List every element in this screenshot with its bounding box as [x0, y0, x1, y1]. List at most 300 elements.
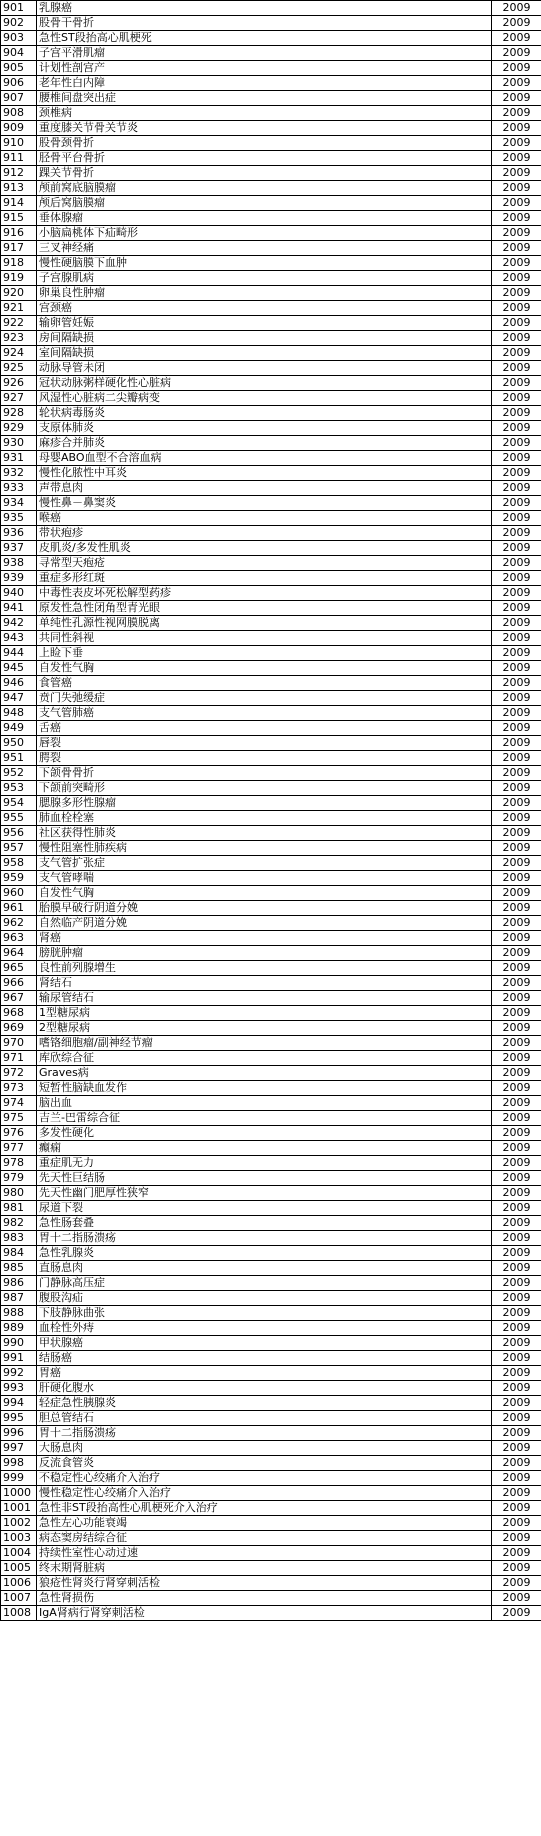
table-row [1, 316, 541, 331]
table-row [1, 931, 541, 946]
row-number-cell: 1007 [1, 1591, 37, 1606]
disease-name-cell: 急性左心功能衰竭 [37, 1516, 492, 1531]
row-number-cell: 1005 [1, 1561, 37, 1576]
table-row [1, 1276, 541, 1291]
year-cell: 2009 [492, 391, 541, 406]
year-cell: 2009 [492, 451, 541, 466]
table-row [1, 391, 541, 406]
year-cell: 2009 [492, 796, 541, 811]
row-number-cell: 995 [1, 1411, 37, 1426]
table-row [1, 841, 541, 856]
disease-name-cell: 慢性化脓性中耳炎 [37, 466, 492, 481]
disease-name-cell: 食管癌 [37, 676, 492, 691]
disease-name-cell: 胃十二指肠溃疡 [37, 1426, 492, 1441]
year-cell: 2009 [492, 586, 541, 601]
table-row [1, 331, 541, 346]
disease-name-cell: 宫颈癌 [37, 301, 492, 316]
row-number-cell: 975 [1, 1111, 37, 1126]
row-number-cell: 930 [1, 436, 37, 451]
row-number-cell: 963 [1, 931, 37, 946]
disease-name-cell: 动脉导管未闭 [37, 361, 492, 376]
year-cell: 2009 [492, 1486, 541, 1501]
row-number-cell: 950 [1, 736, 37, 751]
table-row [1, 31, 541, 46]
table-row [1, 616, 541, 631]
disease-name-cell: 1型糖尿病 [37, 1006, 492, 1021]
row-number-cell: 923 [1, 331, 37, 346]
table-row [1, 271, 541, 286]
table-row [1, 1381, 541, 1396]
row-number-cell: 945 [1, 661, 37, 676]
disease-name-cell: 胃十二指肠溃疡 [37, 1231, 492, 1246]
table-row [1, 151, 541, 166]
row-number-cell: 1006 [1, 1576, 37, 1591]
row-number-cell: 928 [1, 406, 37, 421]
table-row [1, 1531, 541, 1546]
disease-name-cell: IgA肾病行肾穿刺活检 [37, 1606, 492, 1621]
year-cell: 2009 [492, 1456, 541, 1471]
row-number-cell: 968 [1, 1006, 37, 1021]
year-cell: 2009 [492, 1186, 541, 1201]
year-cell: 2009 [492, 1396, 541, 1411]
year-cell: 2009 [492, 31, 541, 46]
table-row [1, 601, 541, 616]
year-cell: 2009 [492, 16, 541, 31]
table-row [1, 1396, 541, 1411]
table-row [1, 976, 541, 991]
table-row [1, 586, 541, 601]
row-number-cell: 904 [1, 46, 37, 61]
disease-name-cell: 喉癌 [37, 511, 492, 526]
table-row [1, 1216, 541, 1231]
row-number-cell: 982 [1, 1216, 37, 1231]
table-row [1, 676, 541, 691]
disease-name-cell: 卵巢良性肿瘤 [37, 286, 492, 301]
row-number-cell: 1003 [1, 1531, 37, 1546]
row-number-cell: 960 [1, 886, 37, 901]
table-row [1, 376, 541, 391]
disease-name-cell: 皮肌炎/多发性肌炎 [37, 541, 492, 556]
row-number-cell: 1002 [1, 1516, 37, 1531]
disease-name-cell: 胫骨平台骨折 [37, 151, 492, 166]
row-number-cell: 952 [1, 766, 37, 781]
row-number-cell: 967 [1, 991, 37, 1006]
row-number-cell: 988 [1, 1306, 37, 1321]
year-cell: 2009 [492, 721, 541, 736]
table-row [1, 451, 541, 466]
disease-name-cell: 急性肠套叠 [37, 1216, 492, 1231]
year-cell: 2009 [492, 601, 541, 616]
year-cell: 2009 [492, 421, 541, 436]
year-cell: 2009 [492, 1156, 541, 1171]
disease-name-cell: 踝关节骨折 [37, 166, 492, 181]
disease-name-cell: 肾癌 [37, 931, 492, 946]
year-cell: 2009 [492, 856, 541, 871]
disease-name-cell: 老年性白内障 [37, 76, 492, 91]
disease-name-cell: 颈椎病 [37, 106, 492, 121]
disease-name-cell: 腭裂 [37, 751, 492, 766]
disease-name-cell: 狼疮性肾炎行肾穿刺活检 [37, 1576, 492, 1591]
table-row [1, 211, 541, 226]
table-row [1, 661, 541, 676]
year-cell: 2009 [492, 1201, 541, 1216]
disease-name-cell: 甲状腺癌 [37, 1336, 492, 1351]
row-number-cell: 981 [1, 1201, 37, 1216]
year-cell: 2009 [492, 571, 541, 586]
row-number-cell: 951 [1, 751, 37, 766]
table-row [1, 796, 541, 811]
year-cell: 2009 [492, 826, 541, 841]
row-number-cell: 901 [1, 1, 37, 16]
table-row [1, 961, 541, 976]
row-number-cell: 953 [1, 781, 37, 796]
row-number-cell: 920 [1, 286, 37, 301]
table-row [1, 556, 541, 571]
year-cell: 2009 [492, 301, 541, 316]
disease-name-cell: 支气管肺癌 [37, 706, 492, 721]
year-cell: 2009 [492, 1216, 541, 1231]
row-number-cell: 961 [1, 901, 37, 916]
disease-name-cell: Graves病 [37, 1066, 492, 1081]
year-cell: 2009 [492, 1381, 541, 1396]
disease-name-cell: 胃癌 [37, 1366, 492, 1381]
table-row [1, 1456, 541, 1471]
disease-name-cell: 寻常型天疱疮 [37, 556, 492, 571]
disease-name-cell: 腮腺多形性腺瘤 [37, 796, 492, 811]
table-row [1, 496, 541, 511]
row-number-cell: 979 [1, 1171, 37, 1186]
disease-name-cell: 唇裂 [37, 736, 492, 751]
disease-name-cell: 先天性幽门肥厚性狭窄 [37, 1186, 492, 1201]
table-row [1, 1591, 541, 1606]
row-number-cell: 914 [1, 196, 37, 211]
row-number-cell: 918 [1, 256, 37, 271]
row-number-cell: 974 [1, 1096, 37, 1111]
row-number-cell: 989 [1, 1321, 37, 1336]
year-cell: 2009 [492, 121, 541, 136]
year-cell: 2009 [492, 916, 541, 931]
year-cell: 2009 [492, 1051, 541, 1066]
disease-name-cell: 结肠癌 [37, 1351, 492, 1366]
year-cell: 2009 [492, 1081, 541, 1096]
row-number-cell: 984 [1, 1246, 37, 1261]
table-row [1, 1006, 541, 1021]
year-cell: 2009 [492, 781, 541, 796]
table-row [1, 1141, 541, 1156]
year-cell: 2009 [492, 1321, 541, 1336]
disease-name-cell: 支气管哮喘 [37, 871, 492, 886]
year-cell: 2009 [492, 886, 541, 901]
table-row [1, 1606, 541, 1621]
year-cell: 2009 [492, 481, 541, 496]
disease-name-cell: 腰椎间盘突出症 [37, 91, 492, 106]
disease-name-cell: 重症多形红斑 [37, 571, 492, 586]
row-number-cell: 991 [1, 1351, 37, 1366]
row-number-cell: 929 [1, 421, 37, 436]
disease-name-cell: 贲门失弛缓症 [37, 691, 492, 706]
table-body [1, 1, 541, 1621]
row-number-cell: 964 [1, 946, 37, 961]
row-number-cell: 955 [1, 811, 37, 826]
disease-name-cell: 小脑扁桃体下疝畸形 [37, 226, 492, 241]
table-row [1, 196, 541, 211]
year-cell: 2009 [492, 1141, 541, 1156]
table-row [1, 991, 541, 1006]
table-row [1, 1351, 541, 1366]
table-row [1, 706, 541, 721]
row-number-cell: 969 [1, 1021, 37, 1036]
disease-name-cell: 轮状病毒肠炎 [37, 406, 492, 421]
table-row [1, 361, 541, 376]
disease-name-cell: 急性非ST段抬高性心肌梗死介入治疗 [37, 1501, 492, 1516]
year-cell: 2009 [492, 406, 541, 421]
table-row [1, 1036, 541, 1051]
row-number-cell: 905 [1, 61, 37, 76]
table-row [1, 1336, 541, 1351]
disease-name-cell: 腹股沟疝 [37, 1291, 492, 1306]
table-row [1, 346, 541, 361]
disease-name-cell: 输尿管结石 [37, 991, 492, 1006]
table-row [1, 46, 541, 61]
row-number-cell: 994 [1, 1396, 37, 1411]
row-number-cell: 948 [1, 706, 37, 721]
disease-name-cell: 良性前列腺增生 [37, 961, 492, 976]
disease-name-cell: 上睑下垂 [37, 646, 492, 661]
table-row [1, 1261, 541, 1276]
year-cell: 2009 [492, 436, 541, 451]
year-cell: 2009 [492, 661, 541, 676]
disease-name-cell: 急性ST段抬高心肌梗死 [37, 31, 492, 46]
row-number-cell: 915 [1, 211, 37, 226]
disease-name-cell: 2型糖尿病 [37, 1021, 492, 1036]
row-number-cell: 932 [1, 466, 37, 481]
year-cell: 2009 [492, 961, 541, 976]
year-cell: 2009 [492, 1576, 541, 1591]
year-cell: 2009 [492, 541, 541, 556]
disease-name-cell: 子宫腺肌病 [37, 271, 492, 286]
year-cell: 2009 [492, 1276, 541, 1291]
year-cell: 2009 [492, 526, 541, 541]
disease-name-cell: 原发性急性闭角型青光眼 [37, 601, 492, 616]
disease-name-cell: 子宫平滑肌瘤 [37, 46, 492, 61]
year-cell: 2009 [492, 466, 541, 481]
year-cell: 2009 [492, 286, 541, 301]
disease-name-cell: 库欣综合征 [37, 1051, 492, 1066]
disease-name-cell: 支气管扩张症 [37, 856, 492, 871]
table-row [1, 1501, 541, 1516]
row-number-cell: 973 [1, 1081, 37, 1096]
year-cell: 2009 [492, 646, 541, 661]
year-cell: 2009 [492, 136, 541, 151]
disease-name-cell: 下颌前突畸形 [37, 781, 492, 796]
disease-name-cell: 风湿性心脏病二尖瓣病变 [37, 391, 492, 406]
table-row [1, 751, 541, 766]
year-cell: 2009 [492, 766, 541, 781]
row-number-cell: 947 [1, 691, 37, 706]
year-cell: 2009 [492, 1021, 541, 1036]
disease-name-cell: 门静脉高压症 [37, 1276, 492, 1291]
year-cell: 2009 [492, 1441, 541, 1456]
row-number-cell: 992 [1, 1366, 37, 1381]
row-number-cell: 902 [1, 16, 37, 31]
disease-name-cell: 持续性室性心动过速 [37, 1546, 492, 1561]
row-number-cell: 949 [1, 721, 37, 736]
year-cell: 2009 [492, 556, 541, 571]
disease-name-cell: 乳腺癌 [37, 1, 492, 16]
row-number-cell: 956 [1, 826, 37, 841]
table-row [1, 1441, 541, 1456]
row-number-cell: 998 [1, 1456, 37, 1471]
disease-name-cell: 声带息肉 [37, 481, 492, 496]
disease-name-cell: 终末期肾脏病 [37, 1561, 492, 1576]
year-cell: 2009 [492, 211, 541, 226]
year-cell: 2009 [492, 511, 541, 526]
disease-name-cell: 输卵管妊娠 [37, 316, 492, 331]
row-number-cell: 907 [1, 91, 37, 106]
row-number-cell: 941 [1, 601, 37, 616]
disease-name-cell: 胆总管结石 [37, 1411, 492, 1426]
row-number-cell: 972 [1, 1066, 37, 1081]
table-row [1, 1411, 541, 1426]
year-cell: 2009 [492, 706, 541, 721]
table-row [1, 1486, 541, 1501]
year-cell: 2009 [492, 181, 541, 196]
disease-name-cell: 支原体肺炎 [37, 421, 492, 436]
table-row [1, 1171, 541, 1186]
table-row [1, 106, 541, 121]
row-number-cell: 962 [1, 916, 37, 931]
table-row [1, 766, 541, 781]
row-number-cell: 965 [1, 961, 37, 976]
year-cell: 2009 [492, 1606, 541, 1621]
year-cell: 2009 [492, 1036, 541, 1051]
table-row [1, 691, 541, 706]
year-cell: 2009 [492, 241, 541, 256]
table-row [1, 1306, 541, 1321]
table-row [1, 256, 541, 271]
disease-name-cell: 自然临产阴道分娩 [37, 916, 492, 931]
disease-name-cell: 三叉神经痛 [37, 241, 492, 256]
table-row [1, 1051, 541, 1066]
row-number-cell: 939 [1, 571, 37, 586]
row-number-cell: 917 [1, 241, 37, 256]
table-row [1, 511, 541, 526]
table-row [1, 436, 541, 451]
disease-name-cell: 反流食管炎 [37, 1456, 492, 1471]
disease-name-cell: 癫痫 [37, 1141, 492, 1156]
table-row [1, 1561, 541, 1576]
disease-name-cell: 膀胱肿瘤 [37, 946, 492, 961]
year-cell: 2009 [492, 1111, 541, 1126]
table-row [1, 286, 541, 301]
row-number-cell: 912 [1, 166, 37, 181]
row-number-cell: 993 [1, 1381, 37, 1396]
disease-name-cell: 胎膜早破行阴道分娩 [37, 901, 492, 916]
year-cell: 2009 [492, 196, 541, 211]
row-number-cell: 1004 [1, 1546, 37, 1561]
row-number-cell: 966 [1, 976, 37, 991]
row-number-cell: 944 [1, 646, 37, 661]
table-row [1, 61, 541, 76]
table-row [1, 16, 541, 31]
year-cell: 2009 [492, 1546, 541, 1561]
table-row [1, 481, 541, 496]
disease-name-cell: 慢性鼻－鼻窦炎 [37, 496, 492, 511]
row-number-cell: 946 [1, 676, 37, 691]
year-cell: 2009 [492, 841, 541, 856]
row-number-cell: 943 [1, 631, 37, 646]
table-row [1, 1126, 541, 1141]
row-number-cell: 977 [1, 1141, 37, 1156]
disease-name-cell: 股骨干骨折 [37, 16, 492, 31]
row-number-cell: 927 [1, 391, 37, 406]
row-number-cell: 987 [1, 1291, 37, 1306]
table-row [1, 1516, 541, 1531]
year-cell: 2009 [492, 1066, 541, 1081]
row-number-cell: 985 [1, 1261, 37, 1276]
year-cell: 2009 [492, 1096, 541, 1111]
row-number-cell: 990 [1, 1336, 37, 1351]
table-row [1, 1321, 541, 1336]
year-cell: 2009 [492, 76, 541, 91]
disease-name-cell: 肝硬化腹水 [37, 1381, 492, 1396]
disease-name-cell: 肺血栓栓塞 [37, 811, 492, 826]
table-row [1, 1546, 541, 1561]
table-row [1, 1201, 541, 1216]
table-row [1, 571, 541, 586]
year-cell: 2009 [492, 1516, 541, 1531]
table-row [1, 241, 541, 256]
year-cell: 2009 [492, 1231, 541, 1246]
table-row [1, 76, 541, 91]
year-cell: 2009 [492, 46, 541, 61]
year-cell: 2009 [492, 151, 541, 166]
table-row [1, 1291, 541, 1306]
year-cell: 2009 [492, 631, 541, 646]
row-number-cell: 986 [1, 1276, 37, 1291]
row-number-cell: 934 [1, 496, 37, 511]
year-cell: 2009 [492, 376, 541, 391]
table-row [1, 1576, 541, 1591]
table-row [1, 1426, 541, 1441]
table-row [1, 121, 541, 136]
disease-name-cell: 慢性稳定性心绞痛介入治疗 [37, 1486, 492, 1501]
table-row [1, 721, 541, 736]
table-row [1, 916, 541, 931]
disease-name-cell: 麻疹合并肺炎 [37, 436, 492, 451]
disease-name-cell: 室间隔缺损 [37, 346, 492, 361]
disease-name-cell: 慢性硬脑膜下血肿 [37, 256, 492, 271]
disease-name-cell: 下颌骨骨折 [37, 766, 492, 781]
table-row [1, 1096, 541, 1111]
table-row [1, 226, 541, 241]
year-cell: 2009 [492, 1501, 541, 1516]
table-row [1, 781, 541, 796]
year-cell: 2009 [492, 331, 541, 346]
row-number-cell: 1000 [1, 1486, 37, 1501]
row-number-cell: 931 [1, 451, 37, 466]
table-row [1, 631, 541, 646]
year-cell: 2009 [492, 736, 541, 751]
disease-name-cell: 不稳定性心绞痛介入治疗 [37, 1471, 492, 1486]
disease-name-cell: 股骨颈骨折 [37, 136, 492, 151]
disease-name-cell: 舌癌 [37, 721, 492, 736]
table-row [1, 856, 541, 871]
year-cell: 2009 [492, 226, 541, 241]
row-number-cell: 980 [1, 1186, 37, 1201]
row-number-cell: 924 [1, 346, 37, 361]
year-cell: 2009 [492, 1261, 541, 1276]
